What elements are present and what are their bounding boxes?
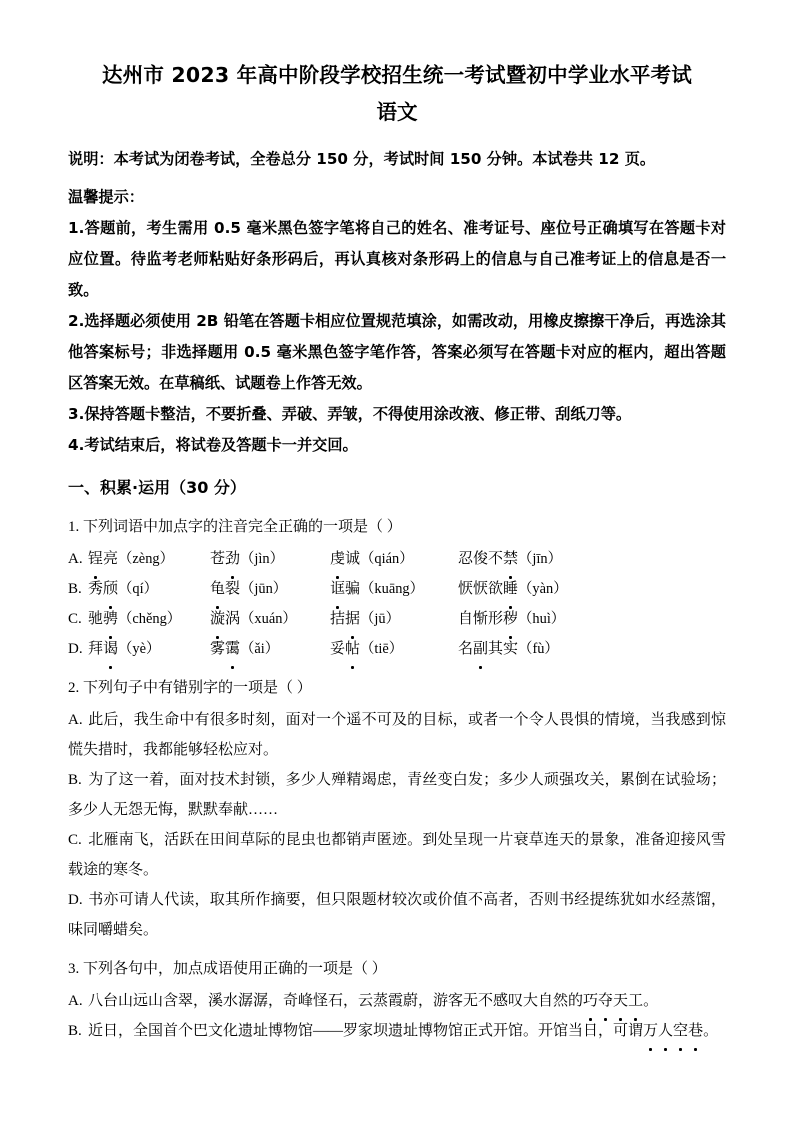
option-label: A. (68, 711, 83, 728)
option-row[interactable] (68, 765, 726, 825)
pinyin-item: 诓骗（kuāng） (330, 574, 458, 604)
option-list (68, 544, 726, 664)
emphasis-dot-char: 霭 (225, 634, 240, 664)
section-heading: 一、积累·运用（30 分） (68, 477, 246, 497)
emphasis-dot-char: 据 (345, 604, 360, 634)
pinyin-item: 恹恹欲睡（yàn） (458, 574, 568, 604)
exam-title: 达州市 2023 年高中阶段学校招生统一考试暨初中学业水平考试 (101, 63, 693, 87)
pinyin-reading: （yè） (118, 640, 161, 657)
page-content (68, 0, 726, 1046)
tip-item-1: 1.答题前，考生需用 0.5 毫米黑色签字笔将自己的姓名、准考证号、座位号正确填写在答题卡对应位置。待监考老师粘贴好条形码后，再认真核对条形码上的信息与自己准考证上的信息是否一致。 (68, 218, 726, 299)
emphasis-dot-char: 巧 (583, 986, 598, 1016)
option-text: 八台山远山含翠，溪水潺潺，奇峰怪石，云蒸霞蔚，游客无不感叹大自然的巧夺天工。 (88, 993, 658, 1009)
pinyin-item: 拜谒（yè） (88, 634, 210, 664)
option-text: 为了这一着，面对技术封锁，多少人殚精竭虑，青丝变白发；多少人顽强攻关，累倒在试验场；多少人无怨无悔，默默奉献…… (68, 771, 726, 818)
tip-item-4: 4.考试结束后，将试卷及答题卡一并交回。 (68, 435, 358, 454)
pinyin-reading: （zèng） (118, 550, 174, 567)
exam-notice: 说明：本考试为闭卷考试，全卷总分 150 分，考试时间 150 分钟。本试卷共 12 页。 (68, 149, 656, 168)
pinyin-reading: （jìn） (240, 550, 285, 567)
option-label: A. (68, 550, 83, 567)
pinyin-item: 妥帖（tiē） (330, 634, 458, 664)
pinyin-item: 雾霭（ǎi） (210, 634, 330, 664)
pinyin-group (88, 604, 565, 634)
pinyin-reading: （jīn） (518, 550, 563, 567)
option-row[interactable] (68, 1016, 726, 1046)
option-label: B. (68, 1022, 82, 1039)
option-text: 此后，我生命中有很多时刻，面对一个遥不可及的目标，或者一个令人畏惧的情境，当我感到惊慌失措时，我都能够轻松应对。 (68, 711, 726, 758)
question-stem-text: 下列词语中加点字的注音完全正确的一项是（ ） (83, 518, 402, 535)
emphasis-dot-char: 秽 (503, 604, 518, 634)
pinyin-item: 名副其实（fù） (458, 634, 559, 664)
option-text: 近日，全国首个巴文化遗址博物馆——罗家坝遗址博物馆正式开馆。开馆当日，可谓万人空巷。 (88, 1023, 718, 1039)
emphasis-dot-char: 空 (673, 1016, 688, 1046)
option-row[interactable] (68, 634, 726, 664)
pinyin-reading: （yàn） (518, 580, 568, 597)
tip-item-3: 3.保持答题卡整洁，不要折叠、弄破、弄皱，不得使用涂改液、修正带、刮纸刀等。 (68, 404, 632, 423)
option-label: B. (68, 771, 82, 788)
emphasis-dot-char: 巷 (688, 1016, 703, 1046)
emphasis-dot-char: 颀 (103, 574, 118, 604)
question-stem-text: 下列句子中有错别字的一项是（ ） (83, 679, 312, 696)
option-label: B. (68, 580, 82, 597)
pinyin-reading: （huì） (518, 610, 566, 627)
emphasis-dot-char: 龟 (210, 574, 225, 604)
question-number: 2. (68, 679, 80, 696)
emphasis-dot-char: 虔 (330, 544, 345, 574)
emphasis-dot-char: 万 (643, 1016, 658, 1046)
pinyin-group (88, 634, 559, 664)
question-stem-text: 下列各句中，加点成语使用正确的一项是（ ） (83, 960, 387, 977)
option-row[interactable] (68, 885, 726, 945)
pinyin-reading: （jū） (360, 610, 401, 627)
option-label: D. (68, 891, 83, 908)
pinyin-item: 忍俊不禁（jīn） (458, 544, 562, 574)
questions-container (68, 512, 726, 1046)
option-text: 北雁南飞，活跃在田间草际的昆虫也都销声匿迹。到处呈现一片衰草连天的景象，准备迎接风雪载途的寒冬。 (68, 831, 726, 878)
option-label: A. (68, 992, 83, 1009)
option-row[interactable] (68, 705, 726, 765)
pinyin-item: 龟裂（jūn） (210, 574, 330, 604)
emphasis-dot-char: 睡 (503, 574, 518, 604)
pinyin-reading: （ǎi） (240, 640, 280, 657)
pinyin-item: 锃亮（zèng） (88, 544, 210, 574)
emphasis-dot-char: 天 (613, 986, 628, 1016)
pinyin-reading: （qí） (118, 580, 159, 597)
pinyin-reading: （kuāng） (360, 580, 424, 597)
emphasis-dot-char: 诓 (330, 574, 345, 604)
pinyin-reading: （xuán） (240, 610, 297, 627)
pinyin-item: 驰骋（chěng） (88, 604, 210, 634)
pinyin-item: 苍劲（jìn） (210, 544, 330, 574)
option-list (68, 705, 726, 945)
option-label: C. (68, 610, 82, 627)
pinyin-reading: （tiē） (360, 640, 404, 657)
emphasis-dot-char: 谒 (103, 634, 118, 664)
pinyin-reading: （fù） (518, 640, 559, 657)
pinyin-item: 拮据（jū） (330, 604, 458, 634)
question-block (68, 954, 726, 1046)
emphasis-dot-char: 人 (658, 1016, 673, 1046)
emphasis-dot-char: 夺 (598, 986, 613, 1016)
option-label: C. (68, 831, 82, 848)
pinyin-group (88, 544, 562, 574)
pinyin-reading: （jūn） (240, 580, 288, 597)
option-row[interactable] (68, 986, 726, 1016)
tip-item-2: 2.选择题必须使用 2B 铅笔在答题卡相应位置规范填涂，如需改动，用橡皮擦擦干净后，再选涂其他答案标号；非选择题用 0.5 毫米黑色签字笔作答，答案必须写在答题卡对应的框内，超出答题区答案无效。在草稿纸、试题卷上作答无效。 (68, 311, 726, 392)
pinyin-item: 虔诚（qián） (330, 544, 458, 574)
option-list (68, 986, 726, 1046)
emphasis-dot-char: 帖 (345, 634, 360, 664)
pinyin-group (88, 574, 568, 604)
pinyin-item: 秀颀（qí） (88, 574, 210, 604)
question-stem (68, 673, 726, 703)
emphasis-dot-char: 工 (628, 986, 643, 1016)
question-block (68, 673, 726, 945)
title-block (68, 60, 726, 128)
option-row[interactable] (68, 574, 726, 604)
option-row[interactable] (68, 825, 726, 885)
pinyin-item: 漩涡（xuán） (210, 604, 330, 634)
option-text: 书亦可请人代读，取其所作摘要，但只限题材较次或价值不高者，否则书经提练犹如水经蒸馏，味同嚼蜡矣。 (68, 891, 726, 938)
emphasis-dot-char: 锃 (88, 544, 103, 574)
question-stem (68, 954, 726, 984)
subject-title: 语文 (376, 99, 418, 124)
question-stem (68, 512, 726, 542)
emphasis-dot-char: 副 (473, 634, 488, 664)
pinyin-reading: （chěng） (118, 610, 182, 627)
option-row[interactable] (68, 544, 726, 574)
pinyin-reading: （qián） (360, 550, 414, 567)
tips-heading: 温馨提示： (68, 187, 144, 206)
emphasis-dot-char: 漩 (210, 604, 225, 634)
emphasis-dot-char: 禁 (503, 544, 518, 574)
question-number: 3. (68, 960, 80, 977)
option-label: D. (68, 640, 83, 657)
option-row[interactable] (68, 604, 726, 634)
question-block (68, 512, 726, 664)
question-number: 1. (68, 518, 80, 535)
pinyin-item: 自惭形秽（huì） (458, 604, 565, 634)
emphasis-dot-char: 劲 (225, 544, 240, 574)
emphasis-dot-char: 骋 (103, 604, 118, 634)
